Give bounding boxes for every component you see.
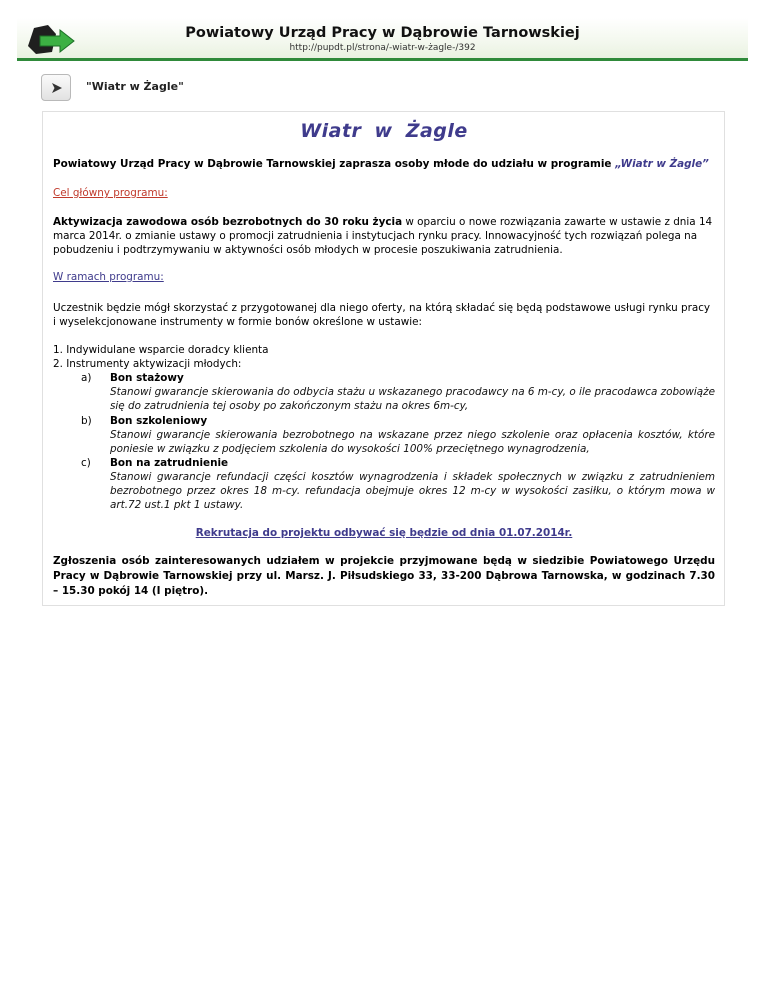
site-url[interactable]: http://pupdt.pl/strona/-wiatr-w-żagle-/392: [289, 43, 476, 53]
voucher-title: Bon szkoleniowy: [110, 415, 208, 427]
voucher-description: Stanowi gwarancje skierowania do odbycia stażu u wskazanego pracodawcy na 6 m-cy, o ile pracodawca zobowiąże się do zatrudnienia tej osoby po zakończonym stażu na okres 6m-cy,: [110, 386, 715, 412]
breadcrumb-button[interactable]: [41, 74, 71, 101]
program-name: „Wiatr w Żagle”: [615, 158, 709, 170]
voucher-title: Bon na zatrudnienie: [110, 457, 229, 469]
goal-rest: w oparciu o nowe rozwiązania zawarte w ustawie z dnia 14 marca 2014r. o zmianie ustawy o promocji zatrudnienia i instytucjach rynku pracy. Innowacyjność tych rozwiązań polega na pobudzeniu i podtrzymywaniu w aktywności osób młodych w procesie poszukiwania zatrudnienia.: [53, 216, 713, 256]
voucher-title: Bon stażowy: [110, 372, 184, 384]
scope-heading: W ramach programu:: [53, 271, 164, 283]
application-info: Zgłoszenia osób zainteresowanych udziałem w projekcie przyjmowane będą w siedzibie Powiatowego Urzędu Pracy w Dąbrowie Tarnowskiej przy ul. Marsz. J. Piłsudskiego 33, 33-200 Dąbrowa Tarnowska, w godzinach 7.30 – 15.30 pokój 14 (I piętro).: [53, 555, 715, 597]
recruitment-notice: Rekrutacja do projektu odbywać się będzie od dnia 01.07.2014r.: [195, 527, 573, 539]
play-arrow-icon: [51, 82, 63, 94]
voucher-description: Stanowi gwarancje refundacji części kosztów wynagrodzenia i składek społecznych w związku z zatrudnieniem bezrobotnego przez okres 18 m-cy. refundacja obejmuje okres 12 m-cy w wysokości zasiłku, o którym mowa w art.72 ust.1 pkt 1 ustawy.: [110, 471, 715, 511]
sub-marker: c): [81, 457, 91, 469]
site-header: [17, 18, 748, 61]
intro-paragraph: [53, 157, 715, 171]
sub-marker: a): [81, 372, 92, 384]
goal-bold: Aktywizacja zawodowa osób bezrobotnych do 30 roku życia: [53, 216, 403, 228]
scope-paragraph: Uczestnik będzie mógł skorzystać z przygotowanej dla niego oferty, na którą składać się będą podstawowe usługi rynku pracy i wyselekcjonowane instrumenty w formie bonów określone w ustawie:: [53, 302, 711, 328]
list-item: 1. Indywidulane wsparcie doradcy klienta: [53, 344, 269, 356]
site-title: Powiatowy Urząd Pracy w Dąbrowie Tarnowskiej: [185, 25, 580, 41]
list-item: 2. Instrumenty aktywizacji młodych:: [53, 358, 242, 370]
goal-heading: Cel główny programu:: [53, 187, 168, 199]
voucher-description: Stanowi gwarancje skierowania bezrobotnego na wskazane przez niego szkolenie oraz opłacenia kosztów, które poniesie w związku z podjęciem szkolenia do wysokości 100% przeciętnego wynagrodzenia,: [110, 429, 715, 455]
sub-marker: b): [81, 415, 92, 427]
breadcrumb: "Wiatr w Żagle": [86, 80, 184, 93]
page-title: Wiatr w Żagle: [300, 120, 468, 142]
intro-text: Powiatowy Urząd Pracy w Dąbrowie Tarnowskiej zaprasza osoby młode do udziału w programie: [53, 158, 616, 170]
goal-paragraph: [53, 215, 715, 257]
